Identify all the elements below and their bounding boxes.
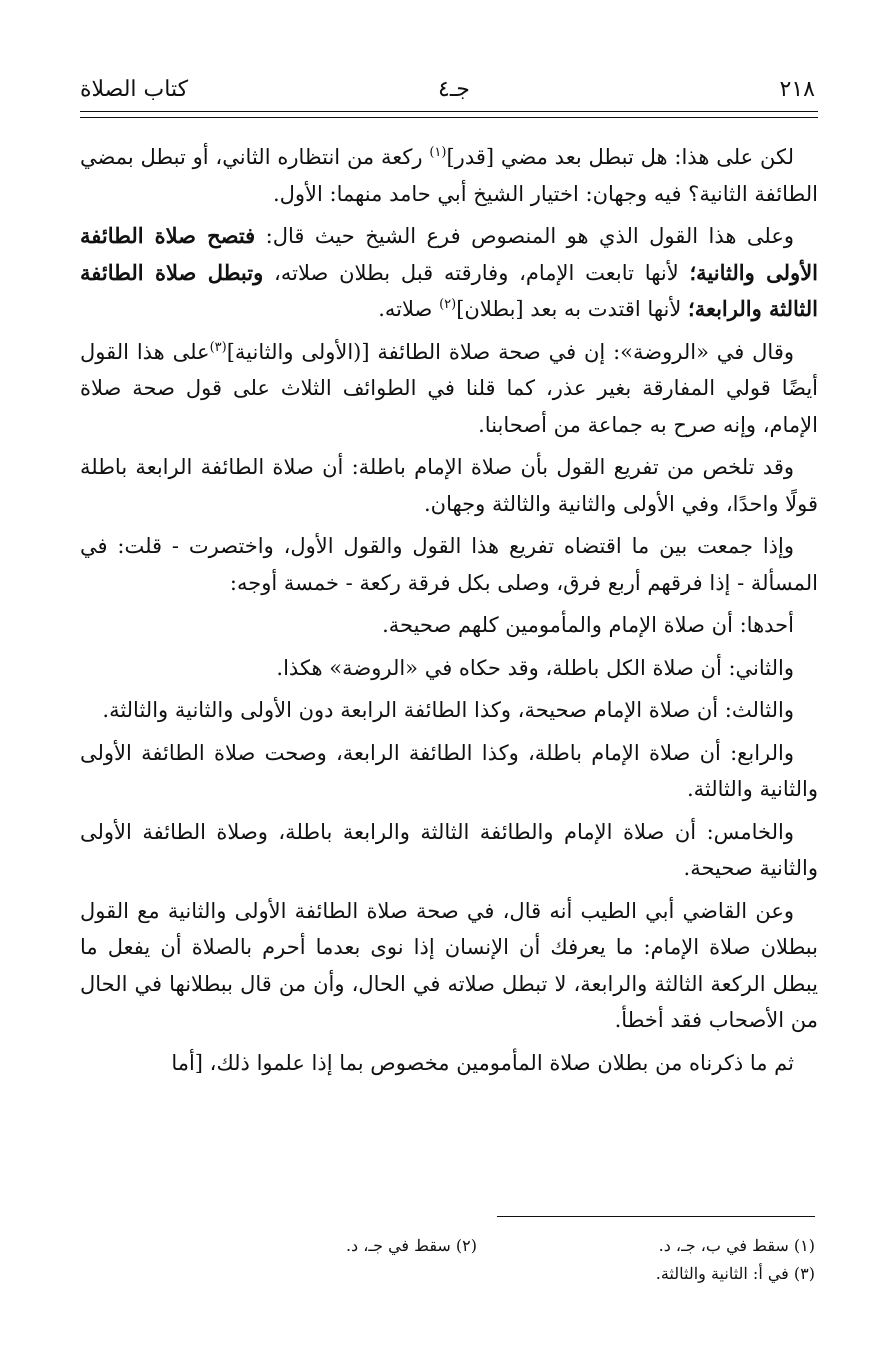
paragraph — [80, 650, 818, 687]
text-run: وقد تلخص من تفريع القول بأن صلاة الإمام باطلة: أن صلاة الطائفة الرابعة باطلة قولًا واحدًا، وفي الأولى والثانية والثالثة وجهان. — [80, 455, 818, 516]
text-run: وعن القاضي أبي الطيب أنه قال، في صحة صلاة الطائفة الأولى والثانية مع القول ببطلان صلاة الإمام: ما يعرفك أن الإنسان إذا نوى بعدما أحرم بالصلاة أن يفعل ما يبطل الركعة الثالثة والرابعة، لا تبطل صلاته في الحال، وأن من قال ببطلانها في الحال من الأصحاب فقد أخطأ. — [80, 898, 818, 1032]
text-run: أحدها: أن صلاة الإمام والمأمومين كلهم صحيحة. — [382, 613, 794, 637]
paragraph — [80, 735, 818, 808]
footnote-marker: (٢) — [439, 297, 457, 312]
text-run: لأنها تابعت الإمام، وفارقته قبل بطلان صلاته، — [263, 260, 690, 285]
paragraph — [80, 1045, 818, 1082]
paragraph — [80, 528, 818, 601]
footnote-separator — [497, 1216, 815, 1217]
text-run: والرابع: أن صلاة الإمام باطلة، وكذا الطائفة الرابعة، وصحت صلاة الطائفة الأولى والثانية والثالثة. — [80, 740, 818, 801]
text-run: صلاته. — [378, 297, 440, 321]
footnote-1: (١) سقط في ب، جـ، د. — [658, 1236, 815, 1255]
text-run: فتصح صلاة الطائفة الأولى والثانية؛ — [80, 223, 819, 285]
main-text — [80, 139, 818, 1087]
page-number: ٢١٨ — [779, 77, 815, 102]
text-run: وتبطل صلاة الطائفة الثالثة والرابعة؛ — [80, 259, 818, 321]
paragraph — [80, 692, 818, 729]
book-title: كتاب الصلاة — [80, 77, 189, 102]
text-run: لكن على هذا: هل تبطل بعد مضي [قدر] — [446, 145, 795, 169]
paragraph — [80, 218, 818, 328]
footnote-2: (٢) سقط في جـ، د. — [345, 1236, 477, 1255]
paragraph — [80, 607, 818, 644]
paragraph — [80, 139, 818, 212]
footnote-3: (٣) في أ: الثانية والثالثة. — [655, 1264, 815, 1283]
text-run: والثالث: أن صلاة الإمام صحيحة، وكذا الطائفة الرابعة دون الأولى والثانية والثالثة. — [102, 698, 794, 722]
paragraph — [80, 814, 818, 887]
text-run: على هذا القول أيضًا قولي المفارقة بغير عذر، كما قلنا في الطوائف الثلاث على قول صحة صلاة الإمام، وإنه صرح به جماعة من أصحابنا. — [80, 339, 818, 437]
paragraph — [80, 893, 818, 1039]
footnote-marker: (٣) — [209, 339, 227, 355]
text-run: وقال في «الروضة»: إن في صحة صلاة الطائفة [(الأولى والثانية] — [226, 339, 794, 364]
text-run: وعلى هذا القول الذي هو المنصوص فرع الشيخ حيث قال: — [255, 224, 794, 248]
text-run: والثاني: أن صلاة الكل باطلة، وقد حكاه في «الروضة» هكذا. — [276, 655, 794, 680]
text-run: ثم ما ذكرناه من بطلان صلاة المأمومين مخصوص بما إذا علموا ذلك، [أما — [171, 1050, 794, 1075]
text-run: وإذا جمعت بين ما اقتضاه تفريع هذا القول والقول الأول، واختصرت - قلت: في المسألة - إذا فرقهم أربع فرق، وصلى بكل فرقة ركعة - خمسة أوجه: — [80, 534, 818, 595]
volume-label: جـ٤ — [438, 77, 470, 102]
text-run: لأنها اقتدت به بعد [بطلان] — [456, 297, 689, 321]
text-run: ركعة من انتظاره الثاني، أو تبطل بمضي الطائفة الثانية؟ فيه وجهان: اختيار الشيخ أبي حامد منهما: الأول. — [80, 145, 818, 206]
footnote-marker: (١) — [429, 145, 447, 160]
paragraph — [80, 334, 818, 444]
paragraph — [80, 449, 818, 522]
header-rule-double — [80, 117, 818, 118]
text-run: والخامس: أن صلاة الإمام والطائفة الثالثة والرابعة باطلة، وصلاة الطائفة الأولى والثانية صحيحة. — [80, 819, 818, 880]
header-rule-thin — [80, 111, 818, 112]
